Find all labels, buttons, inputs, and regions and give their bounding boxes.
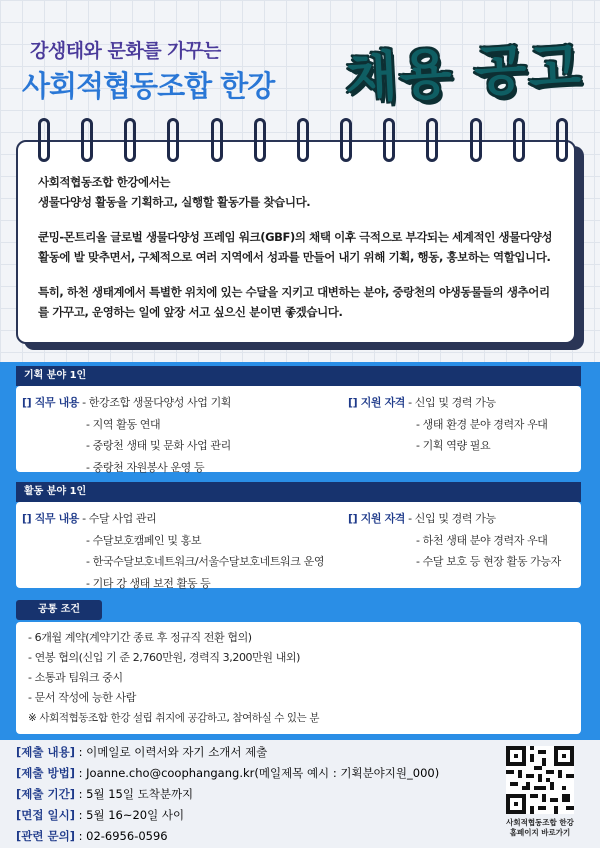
phone-number: : 02-6956-0596: [74, 829, 168, 843]
duty-item: - 기타 강 생태 보전 활동 등: [86, 576, 211, 590]
header-subtitle: 강생태와 문화를 가꾸는: [30, 40, 221, 62]
info-heading: [관련 문의]: [16, 829, 75, 843]
condition-item: - 문서 작성에 능한 사람: [28, 691, 136, 704]
planning-duties: [22, 392, 231, 478]
binder-ring-icon: [81, 118, 93, 162]
info-heading: [제출 기간]: [16, 787, 75, 801]
activity-duties: [22, 508, 324, 594]
duty-item: - 수달보호캠페인 및 홍보: [86, 533, 202, 547]
duty-item: - 한강조합 생물다양성 사업 기획: [82, 396, 232, 409]
info-text: : 이메일로 이력서와 자기 소개서 제출: [74, 745, 268, 759]
info-heading: [면접 일시]: [16, 808, 75, 822]
condition-item: - 연봉 협의(신입 기 준 2,760만원, 경력직 3,200만원 내외): [28, 651, 301, 664]
binder-ring-icon: [556, 118, 568, 162]
duty-heading: 직무 내용: [34, 512, 80, 525]
submission-period: [16, 786, 193, 802]
planning-section-label: 기획 분야 1인: [16, 366, 581, 386]
planning-box: [16, 386, 581, 472]
qualification-item: - 기획 역량 필요: [416, 439, 491, 452]
activity-box: [16, 502, 581, 588]
qualification-heading: 지원 자격: [360, 396, 406, 409]
binder-ring-icon: [426, 118, 438, 162]
checkbox-icon: []: [348, 512, 361, 525]
qualification-item: - 수달 보호 등 현장 활동 가능자: [416, 555, 561, 568]
common-conditions-box: [16, 622, 581, 734]
qr-caption-line: 사회적협동조합 한강: [506, 818, 574, 827]
qualification-item: - 신입 및 경력 가능: [408, 512, 496, 525]
qualification-item: - 신입 및 경력 가능: [408, 396, 496, 409]
intro-card: [16, 140, 576, 344]
intro-paragraph: 특히, 하천 생태계에서 특별한 위치에 있는 수달을 지키고 대변하는 분야, 중랑천의 야생동물들의 생추어리를 가꾸고, 운영하는 일에 앞장 서고 싶으신 분이면 좋겠습니다.: [38, 284, 550, 320]
binder-ring-icon: [124, 118, 136, 162]
activity-section-label: 활동 분야 1인: [16, 482, 581, 502]
qualification-item: - 하천 생태 분야 경력자 우대: [416, 533, 548, 547]
binder-ring-icon: [211, 118, 223, 162]
qr-caption-line: 홈페이지 바로가기: [509, 827, 571, 837]
common-conditions-label: 공통 조건: [16, 600, 102, 620]
binder-ring-icon: [38, 118, 50, 162]
qualification-heading: 지원 자격: [360, 512, 406, 525]
homepage-qr-code[interactable]: [506, 746, 574, 814]
duty-item: - 수달 사업 관리: [82, 512, 157, 525]
binder-ring-icon: [383, 118, 395, 162]
header-title: 사회적협동조합 한강: [22, 69, 275, 103]
binder-ring-icon: [513, 118, 525, 162]
duty-item: - 한국수달보호네트워크/서울수달보호네트워크 운영: [86, 555, 325, 568]
info-heading: [제출 방법]: [16, 766, 75, 780]
duty-heading: 직무 내용: [34, 396, 80, 409]
binder-ring-icon: [470, 118, 482, 162]
condition-item: - 소통과 팀워크 중시: [28, 671, 123, 684]
submission-method: [16, 765, 439, 781]
duty-item: - 지역 활동 연대: [86, 417, 161, 431]
intro-paragraph: 쿤밍-몬트리올 글로벌 생물다양성 프레임 워크(GBF)의 채택 이후 극적으로 부각되는 세계적인 생물다양성 활동에 발 맞추면서, 구체적으로 여러 지역에서 성과를 만들어 내기 위해 기획, 행동, 홍보하는 역할입니다.: [38, 229, 553, 265]
qualification-item: - 생태 환경 분야 경력자 우대: [416, 417, 548, 431]
activity-qualifications: [348, 508, 561, 573]
contact-inquiry: [16, 828, 168, 844]
qr-caption: [494, 818, 586, 838]
info-text: : 5월 15일 도착분까지: [74, 787, 194, 801]
email-link[interactable]: : Joanne.cho@coophangang.kr(메일제목 예시 : 기획분야지원_000): [74, 766, 440, 780]
condition-item: - 6개월 계약(계약기간 종료 후 정규직 전환 협의): [28, 631, 252, 644]
duty-item: - 중랑천 생태 및 문화 사업 관리: [86, 439, 231, 452]
condition-note: ※ 사회적협동조합 한강 설립 취지에 공감하고, 참여하실 수 있는 분: [28, 712, 320, 724]
binder-ring-icon: [254, 118, 266, 162]
intro-paragraph: 사회적협동조합 한강에서는 생물다양성 활동을 기획하고, 실행할 활동가를 찾습니다.: [38, 175, 311, 210]
binder-ring-icon: [297, 118, 309, 162]
header: [0, 0, 600, 130]
interview-date: [16, 807, 184, 823]
submission-content: [16, 744, 267, 760]
binder-rings: [38, 118, 568, 166]
binder-ring-icon: [167, 118, 179, 162]
binder-ring-icon: [340, 118, 352, 162]
checkbox-icon: []: [22, 512, 35, 525]
planning-qualifications: [348, 392, 548, 457]
recruitment-title: 채용 공고: [343, 34, 585, 111]
checkbox-icon: []: [22, 396, 35, 409]
checkbox-icon: []: [348, 396, 361, 409]
info-heading: [제출 내용]: [16, 745, 75, 759]
info-text: : 5월 16~20일 사이: [74, 808, 185, 822]
duty-item: - 중랑천 자원봉사 운영 등: [86, 460, 205, 474]
qr-code-icon: [506, 746, 574, 814]
